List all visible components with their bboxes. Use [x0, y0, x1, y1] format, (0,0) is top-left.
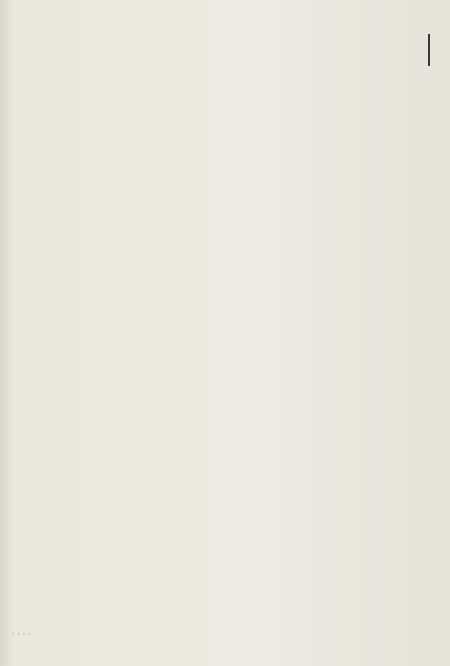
header-rule [428, 34, 430, 66]
margin-scribble: ' ' ' ' [12, 632, 31, 642]
